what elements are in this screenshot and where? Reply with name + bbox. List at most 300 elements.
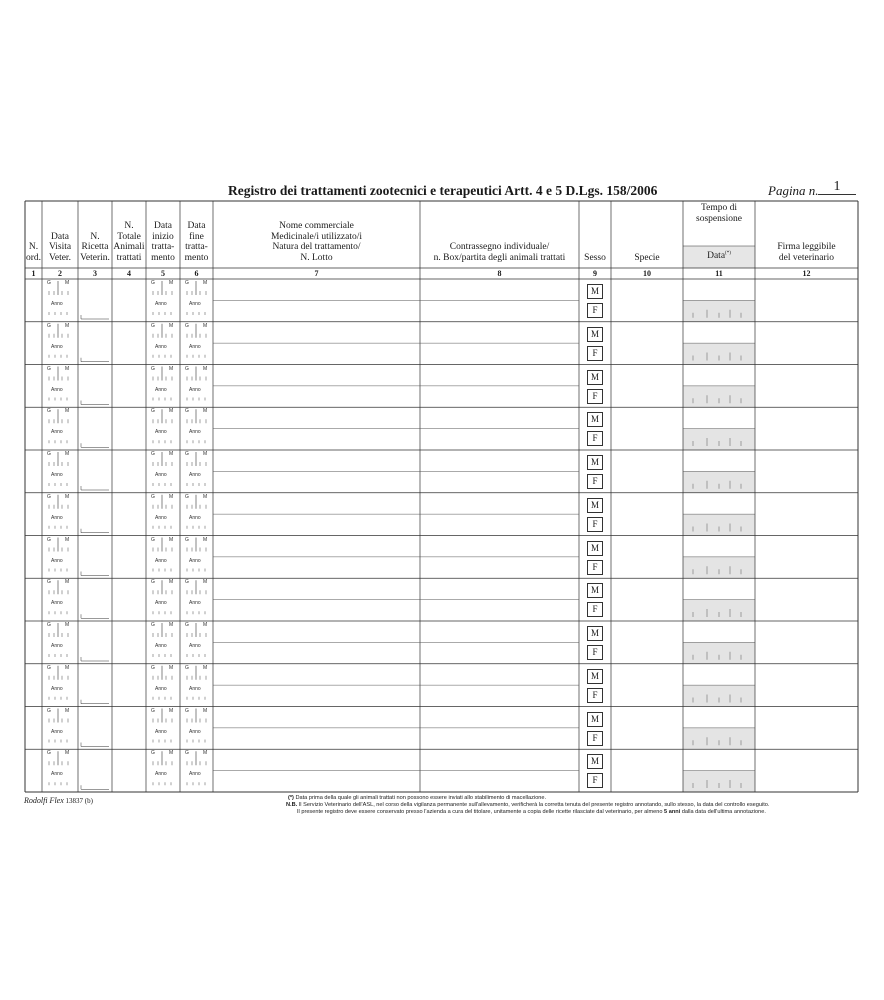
date-input[interactable] [42,621,78,664]
species-cell[interactable] [611,407,683,450]
species-cell[interactable] [611,621,683,664]
date-anno-label: Anno [155,429,167,436]
sex-option-m[interactable]: M [587,455,603,470]
date-input[interactable] [146,664,180,707]
date-input[interactable] [180,450,213,493]
medicine-name-cell[interactable] [213,322,420,343]
column-header-line: Sesso [584,252,606,263]
date-input[interactable] [42,749,78,792]
animals-count-cell[interactable] [112,493,146,536]
date-input[interactable] [146,322,180,365]
date-m-label: M [65,322,70,329]
withdrawal-date-cell[interactable] [683,771,755,792]
date-input[interactable] [42,450,78,493]
animal-id-cell[interactable] [420,578,579,599]
date-g-label: G [151,493,155,500]
date-g-label: G [151,451,155,457]
species-cell[interactable] [611,578,683,621]
animal-id-cell-lower[interactable] [420,600,579,621]
animal-id-cell-lower[interactable] [420,685,579,706]
sex-option-m[interactable]: M [587,669,603,684]
date-m-label: M [65,365,70,372]
sex-option-f[interactable]: F [587,602,603,617]
prescription-number-cell[interactable] [78,322,112,365]
date-g-label: G [185,322,189,329]
date-m-label: M [65,664,70,671]
animal-id-cell[interactable] [420,707,579,728]
date-input[interactable] [146,578,180,621]
column-header-line: N. [124,221,134,231]
date-input[interactable] [42,365,78,408]
species-cell[interactable] [611,450,683,493]
date-m-label: M [203,622,208,628]
signature-cell[interactable] [755,621,858,664]
species-cell[interactable] [611,365,683,408]
date-input[interactable] [146,707,180,750]
order-number-cell[interactable] [25,578,42,621]
date-g-label: G [151,750,155,757]
column-header-line: Data [51,231,69,242]
animal-id-cell[interactable] [420,749,579,770]
column-header-line: trattati [116,252,142,263]
footnote-marker: (*) [725,251,731,257]
withdrawal-date-cell[interactable] [683,471,755,492]
date-anno-label: Anno [51,557,63,564]
medicine-name-cell[interactable] [213,279,420,300]
medicine-name-cell[interactable] [213,707,420,728]
footnote-nb: N.B. Il Servizio Veterinario dell'ASL, nel corso della vigilanza permanente sull'allevamento, verificherà la corretta tenuta del presente registro annotando, sullo stesso, la data del controllo eseguito. [286,802,770,808]
signature-cell[interactable] [755,365,858,408]
date-m-label: M [65,579,70,586]
animal-id-cell-lower[interactable] [420,728,579,749]
date-input[interactable] [146,621,180,664]
date-g-label: G [151,365,155,372]
sex-option-m[interactable]: M [587,370,603,385]
medicine-name-cell-lower[interactable] [213,300,420,321]
date-input[interactable] [42,493,78,536]
withdrawal-date-cell[interactable] [683,300,755,321]
medicine-name-cell[interactable] [213,749,420,770]
prescription-number-cell[interactable] [78,578,112,621]
date-input[interactable] [180,621,213,664]
medicine-name-cell-lower[interactable] [213,557,420,578]
date-m-label: M [169,493,174,500]
column-header-line: mento [184,252,209,263]
column-number-12: 12 [802,269,811,278]
column-header-line: ord. [25,252,42,263]
column-header-line: del veterinario [778,252,835,263]
animal-id-cell-lower[interactable] [420,300,579,321]
date-input[interactable] [180,365,213,408]
date-anno-label: Anno [155,514,167,521]
order-number-cell[interactable] [25,707,42,750]
date-g-label: G [47,622,51,628]
date-m-label: M [169,664,174,671]
date-input[interactable] [146,365,180,408]
prescription-number-cell[interactable] [78,707,112,750]
date-m-label: M [169,280,174,286]
date-anno-label: Anno [189,472,201,478]
prescription-number-cell[interactable] [78,493,112,536]
date-input[interactable] [42,664,78,707]
date-input[interactable] [180,493,213,536]
sex-option-m[interactable]: M [587,712,603,727]
prescription-number-cell[interactable] [78,536,112,579]
medicine-name-cell[interactable] [213,493,420,514]
medicine-name-cell[interactable] [213,450,420,471]
withdrawal-date-cell[interactable] [683,386,755,407]
medicine-name-cell[interactable] [213,664,420,685]
sex-option-m[interactable]: M [587,412,603,427]
withdrawal-date-cell[interactable] [683,600,755,621]
date-input[interactable] [42,707,78,750]
signature-cell[interactable] [755,279,858,322]
column-header-line: n. Box/partita degli animali trattati [433,252,566,263]
publisher-name: Rodolfi Flex [24,796,64,805]
date-m-label: M [169,322,174,329]
column-header-line: Data [154,221,172,231]
date-m-label: M [203,493,208,500]
column-header-5 [146,203,180,263]
register-title: Registro dei trattamenti zootecnici e terapeutici Artt. 4 e 5 D.Lgs. 158/2006 [228,183,658,198]
animals-count-cell[interactable] [112,707,146,750]
column-header-3 [78,203,112,263]
sex-option-f[interactable]: F [587,560,603,575]
sex-option-m[interactable]: M [587,754,603,769]
order-number-cell[interactable] [25,279,42,322]
order-number-cell[interactable] [25,493,42,536]
order-number-cell[interactable] [25,407,42,450]
animal-id-cell-lower[interactable] [420,386,579,407]
medicine-name-cell[interactable] [213,407,420,428]
date-m-label: M [169,707,174,714]
signature-cell[interactable] [755,450,858,493]
column-header-line: N. [28,242,39,252]
date-input[interactable] [42,536,78,579]
medicine-name-cell-lower[interactable] [213,343,420,364]
animals-count-cell[interactable] [112,749,146,792]
sex-option-f[interactable]: F [587,517,603,532]
sex-option-f[interactable]: F [587,731,603,746]
date-m-label: M [169,451,174,457]
animal-id-cell-lower[interactable] [420,429,579,450]
signature-cell[interactable] [755,536,858,579]
date-anno-label: Anno [155,343,167,350]
date-anno-label: Anno [155,771,167,778]
date-input[interactable] [180,536,213,579]
sex-option-f[interactable]: F [587,688,603,703]
order-number-cell[interactable] [25,322,42,365]
date-input[interactable] [146,536,180,579]
date-input[interactable] [180,578,213,621]
date-g-label: G [151,536,155,543]
sex-option-f[interactable]: F [587,645,603,660]
animals-count-cell[interactable] [112,450,146,493]
date-g-label: G [47,707,51,714]
date-anno-label: Anno [155,600,167,607]
date-m-label: M [169,579,174,586]
date-g-label: G [47,579,51,586]
date-m-label: M [65,280,70,286]
column-header-9 [579,203,611,263]
medicine-name-cell-lower[interactable] [213,471,420,492]
animal-id-cell[interactable] [420,664,579,685]
sex-option-m[interactable]: M [587,626,603,641]
date-input[interactable] [146,493,180,536]
animal-id-cell[interactable] [420,407,579,428]
withdrawal-date-cell[interactable] [683,557,755,578]
column-header-line: fine [189,231,204,242]
sex-option-m[interactable]: M [587,498,603,513]
column-header-line: Contrassegno individuale/ [449,242,550,252]
date-m-label: M [203,664,208,671]
date-input[interactable] [42,578,78,621]
sex-option-f[interactable]: F [587,773,603,788]
date-anno-label: Anno [189,514,201,521]
date-anno-label: Anno [51,728,63,735]
medicine-name-cell-lower[interactable] [213,685,420,706]
column-header-2 [42,203,78,263]
date-m-label: M [65,750,70,757]
date-m-label: M [65,707,70,714]
order-number-cell[interactable] [25,536,42,579]
species-cell[interactable] [611,493,683,536]
date-input[interactable] [180,749,213,792]
date-anno-label: Anno [155,386,167,393]
animals-count-cell[interactable] [112,407,146,450]
withdrawal-date-cell[interactable] [683,642,755,663]
column-header-4 [112,203,146,263]
date-g-label: G [47,493,51,500]
date-g-label: G [47,408,51,415]
date-anno-label: Anno [51,685,63,692]
date-anno-label: Anno [51,429,63,436]
date-anno-label: Anno [155,643,167,649]
date-m-label: M [203,451,208,457]
date-g-label: G [185,280,189,286]
animals-count-cell[interactable] [112,621,146,664]
column-header-line: tratta- [151,242,175,252]
medicine-name-cell-lower[interactable] [213,514,420,535]
prescription-number-cell[interactable] [78,279,112,322]
date-input[interactable] [42,279,78,322]
signature-cell[interactable] [755,707,858,750]
signature-cell[interactable] [755,749,858,792]
animal-id-cell-lower[interactable] [420,343,579,364]
signature-cell[interactable] [755,578,858,621]
withdrawal-date-cell[interactable] [683,343,755,364]
date-input[interactable] [180,322,213,365]
date-m-label: M [169,365,174,372]
sub-header-label: Data [707,251,726,262]
date-m-label: M [203,280,208,286]
date-input[interactable] [146,749,180,792]
animals-count-cell[interactable] [112,664,146,707]
date-g-label: G [151,664,155,671]
date-m-label: M [65,536,70,543]
species-cell[interactable] [611,749,683,792]
sex-option-m[interactable]: M [587,541,603,556]
medicine-name-cell[interactable] [213,365,420,386]
form-code: 13837 (b) [65,797,93,805]
sex-option-f[interactable]: F [587,474,603,489]
column-number-3: 3 [93,269,97,278]
species-cell[interactable] [611,279,683,322]
species-cell[interactable] [611,536,683,579]
column-header-11-sub [683,248,755,262]
withdrawal-date-cell[interactable] [683,685,755,706]
column-number-7: 7 [314,269,319,278]
column-number-9: 9 [593,269,597,278]
animal-id-cell[interactable] [420,493,579,514]
date-g-label: G [185,536,189,543]
order-number-cell[interactable] [25,664,42,707]
medicine-name-cell[interactable] [213,536,420,557]
date-g-label: G [151,707,155,714]
page-number-field[interactable]: 1 [818,180,856,195]
prescription-number-cell[interactable] [78,749,112,792]
prescription-number-cell[interactable] [78,407,112,450]
medicine-name-cell-lower[interactable] [213,429,420,450]
date-m-label: M [203,707,208,714]
date-anno-label: Anno [189,643,201,649]
column-header-line: Natura del trattamento/ [272,242,361,252]
column-header-line: Firma leggibile [777,242,836,252]
withdrawal-date-cell[interactable] [683,429,755,450]
date-m-label: M [203,750,208,757]
animal-id-cell-lower[interactable] [420,771,579,792]
signature-cell[interactable] [755,322,858,365]
date-anno-label: Anno [51,301,63,307]
medicine-name-cell-lower[interactable] [213,771,420,792]
medicine-name-cell[interactable] [213,621,420,642]
column-number-11: 11 [715,269,723,278]
signature-cell[interactable] [755,664,858,707]
date-anno-label: Anno [155,472,167,478]
animal-id-cell[interactable] [420,536,579,557]
animals-count-cell[interactable] [112,536,146,579]
column-header-line: Veter. [49,252,71,263]
species-cell[interactable] [611,322,683,365]
medicine-name-cell-lower[interactable] [213,642,420,663]
sex-option-f[interactable]: F [587,346,603,361]
date-m-label: M [65,451,70,457]
date-m-label: M [169,408,174,415]
order-number-cell[interactable] [25,450,42,493]
date-anno-label: Anno [189,301,201,307]
date-g-label: G [185,664,189,671]
date-anno-label: Anno [189,429,201,436]
date-anno-label: Anno [51,386,63,393]
animal-id-cell[interactable] [420,450,579,471]
medicine-name-cell-lower[interactable] [213,386,420,407]
animal-id-cell-lower[interactable] [420,642,579,663]
date-input[interactable] [180,707,213,750]
sex-option-f[interactable]: F [587,303,603,318]
column-header-line: Animali [113,242,145,252]
date-input[interactable] [146,279,180,322]
animals-count-cell[interactable] [112,322,146,365]
prescription-number-cell[interactable] [78,621,112,664]
medicine-name-cell-lower[interactable] [213,600,420,621]
date-input[interactable] [42,322,78,365]
date-g-label: G [47,451,51,457]
date-input[interactable] [180,407,213,450]
date-m-label: M [203,365,208,372]
date-g-label: G [47,536,51,543]
animals-count-cell[interactable] [112,578,146,621]
column-number-4: 4 [127,269,131,278]
species-cell[interactable] [611,664,683,707]
column-header-7 [213,203,420,263]
sex-option-f[interactable]: F [587,431,603,446]
prescription-number-cell[interactable] [78,365,112,408]
column-number-5: 5 [161,269,165,278]
animal-id-cell-lower[interactable] [420,471,579,492]
animals-count-cell[interactable] [112,365,146,408]
date-anno-label: Anno [51,472,63,478]
column-header-line: Visita [48,242,72,252]
date-anno-label: Anno [155,728,167,735]
sex-option-m[interactable]: M [587,327,603,342]
prescription-number-cell[interactable] [78,664,112,707]
date-input[interactable] [146,407,180,450]
animal-id-cell[interactable] [420,322,579,343]
order-number-cell[interactable] [25,749,42,792]
prescription-number-cell[interactable] [78,450,112,493]
animal-id-cell-lower[interactable] [420,557,579,578]
sex-option-m[interactable]: M [587,583,603,598]
date-g-label: G [185,408,189,415]
date-anno-label: Anno [155,557,167,564]
species-cell[interactable] [611,707,683,750]
date-g-label: G [151,622,155,628]
date-input[interactable] [180,279,213,322]
animal-id-cell-lower[interactable] [420,514,579,535]
date-input[interactable] [180,664,213,707]
signature-cell[interactable] [755,493,858,536]
date-g-label: G [151,322,155,329]
sex-option-m[interactable]: M [587,284,603,299]
sex-option-f[interactable]: F [587,389,603,404]
column-header-line: mento [151,252,175,263]
animal-id-cell[interactable] [420,621,579,642]
medicine-name-cell-lower[interactable] [213,728,420,749]
withdrawal-date-cell[interactable] [683,514,755,535]
signature-cell[interactable] [755,407,858,450]
date-input[interactable] [146,450,180,493]
date-input[interactable] [42,407,78,450]
column-header-10 [611,203,683,263]
animal-id-cell[interactable] [420,365,579,386]
date-g-label: G [47,322,51,329]
date-g-label: G [151,579,155,586]
column-header-line: Totale [117,231,141,242]
footnote-retention: Il presente registro deve essere conservato presso l'azienda a cura del titolare, unitamente a copia delle ricette rilasciate dal veterinario, per almeno 5 anni dalla data dell'ultima annotazione. [297,809,766,815]
withdrawal-date-cell[interactable] [683,728,755,749]
date-g-label: G [47,664,51,671]
order-number-cell[interactable] [25,365,42,408]
date-g-label: G [151,408,155,415]
medicine-name-cell[interactable] [213,578,420,599]
date-anno-label: Anno [51,514,63,521]
date-anno-label: Anno [189,728,201,735]
animals-count-cell[interactable] [112,279,146,322]
date-m-label: M [65,408,70,415]
order-number-cell[interactable] [25,621,42,664]
date-m-label: M [169,536,174,543]
animal-id-cell[interactable] [420,279,579,300]
